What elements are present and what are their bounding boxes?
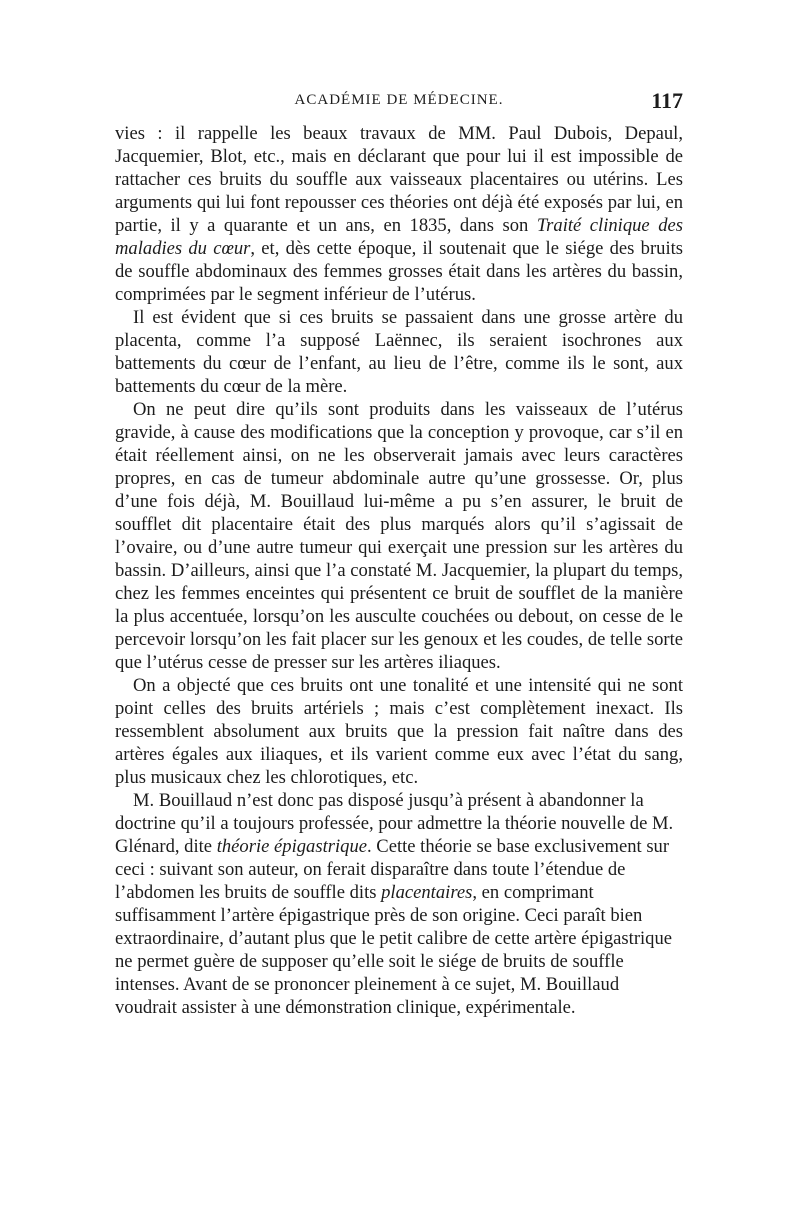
- paragraph-4: On a objecté que ces bruits ont une tonalité et une intensité qui ne sont point celles des bruits artériels ; mais c’est complètement inexact. Ils ressemblent absolument aux bruits que la pression fait naître dans des artères égales aux iliaques, et ils varient comme eux avec l’état du sang, plus musicaux chez les chlorotiques, etc.: [115, 675, 683, 788]
- page-header: [115, 88, 683, 122]
- paragraph-5-text-c: , en comprimant suffisamment l’artère épigastrique près de son origine. Ceci paraît bien extraordinaire, d’autant plus que le petit calibre de cette artère épigastrique ne permet guère de supposer qu’elle soit le siége de bruits de souffle intenses. Avant de se prononcer pleinement à ce sujet, M. Bouillaud voudrait assister à une démonstration clinique, expérimentale.: [115, 882, 673, 1018]
- page-number: 117: [651, 88, 683, 113]
- paragraph-2: Il est évident que si ces bruits se passaient dans une grosse artère du placenta, comme l’a supposé Laënnec, ils seraient isochrones aux battements du cœur de l’enfant, au lieu de l’être, comme ils le sont, aux battements du cœur de la mère.: [115, 307, 683, 397]
- theory-name-italic: théorie épigastrique: [216, 836, 367, 857]
- placentaires-italic: placentaires: [381, 882, 473, 903]
- paragraph-1-text-b: , et, dès cette époque, il soutenait que le siége des bruits de souffle abdominaux des femmes grosses était dans les artères du bassin, comprimées par le segment inférieur de l’utérus.: [115, 238, 684, 305]
- paragraph-1: [115, 122, 683, 306]
- book-title-italic: Traité clinique des maladies du cœur: [115, 215, 683, 259]
- paragraph-5: [115, 789, 683, 1019]
- body-text: [115, 122, 683, 1019]
- paragraph-5-text-b: . Cette théorie se base exclusivement sur ceci : suivant son auteur, on ferait disparaître dans toute l’étendue de l’abdomen les bruits de souffle dits: [115, 836, 670, 903]
- book-page: [115, 88, 684, 1019]
- running-head: ACADÉMIE DE MÉDECINE.: [294, 92, 504, 108]
- paragraph-1-text-a: vies : il rappelle les beaux travaux de MM. Paul Dubois, Depaul, Jacquemier, Blot, etc., mais en déclarant que pour lui il est impossible de rattacher ces bruits du souffle aux vaisseaux placentaires ou utérins. Les arguments qui lui font repousser ces théories ont déjà été exposés par lui, en partie, il y a quarante et un ans, en 1835, dans son: [115, 123, 683, 236]
- paragraph-3: On ne peut dire qu’ils sont produits dans les vaisseaux de l’utérus gravide, à cause des modifications que la conception y provoque, car s’il en était réellement ainsi, on ne les observerait jamais avec leurs caractères propres, en cas de tumeur abdominale autre qu’une grossesse. Or, plus d’une fois déjà, M. Bouillaud lui-même a pu s’en assurer, le bruit de soufflet dit placentaire était des plus marqués alors qu’il s’agissait de l’ovaire, ou d’une autre tumeur qui exerçait une pression sur les artères du bassin. D’ailleurs, ainsi que l’a constaté M. Jacquemier, la plupart du temps, chez les femmes enceintes qui présentent ce bruit de soufflet de la manière la plus accentuée, lorsqu’on les ausculte couchées ou debout, on cesse de le percevoir lorsqu’on les fait placer sur les genoux et les coudes, de telle sorte que l’utérus cesse de presser sur les artères iliaques.: [115, 399, 683, 673]
- paragraph-5-text-a: M. Bouillaud n’est donc pas disposé jusqu’à présent à abandonner la doctrine qu’il a toujours professée, pour admettre la théorie nouvelle de M. Glénard, dite: [115, 790, 674, 857]
